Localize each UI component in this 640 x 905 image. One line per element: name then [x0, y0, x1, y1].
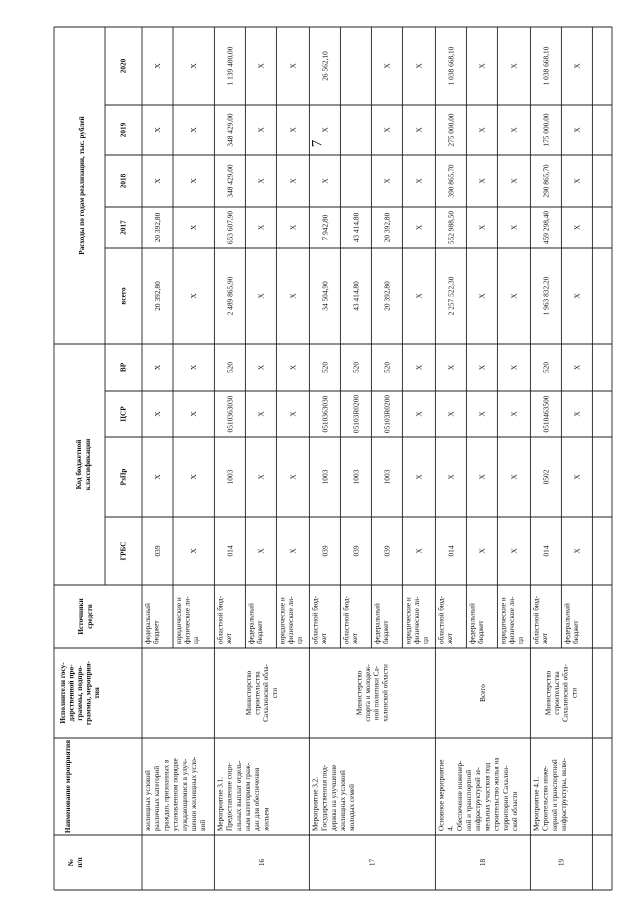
value-cell-total: X: [189, 293, 199, 299]
value-cell-y2019: X: [256, 127, 266, 133]
value-cell-y2020: X: [256, 63, 266, 69]
value-cell-y2017: 43 414,80: [351, 212, 361, 243]
value-cell-rzpr: 1003: [382, 469, 392, 485]
header-executor: Исполнители госу-: [59, 662, 67, 724]
value-cell-y2018: 348 429,00: [225, 164, 235, 198]
value-cell-vr: X: [288, 364, 298, 371]
value-cell-y2020: X: [153, 63, 162, 69]
value-cell-y2018: X: [189, 178, 199, 184]
value-cell-grbs: X: [572, 548, 582, 554]
value-cell-csr: X: [189, 411, 199, 417]
value-cell-total: X: [288, 293, 298, 299]
value-cell-total: X: [572, 293, 582, 299]
value-cell-y2018: 290 865,70: [541, 164, 551, 198]
value-cell-grbs: X: [256, 548, 266, 554]
value-cell-csr: 0510363030: [225, 395, 235, 433]
value-cell-y2017: X: [572, 224, 582, 231]
source-cell: областной бюд-: [342, 596, 351, 644]
value-cell-csr: 0510363030: [320, 395, 330, 433]
header-vr: ВР: [119, 362, 128, 373]
source-cell: юридические и: [499, 597, 508, 644]
header-csr: ЦСР: [119, 406, 128, 422]
value-cell-total: 20 392,80: [153, 281, 162, 311]
source-cell: бюджет: [382, 620, 390, 644]
value-cell-total: 1 963 832,20: [541, 276, 551, 316]
header-grbs: ГРБС: [119, 541, 128, 561]
value-cell-csr: X: [153, 411, 162, 417]
source-cell: жет: [351, 632, 359, 644]
header-expenses-group: Расходы по годам реализации, тыс. рублей: [78, 116, 86, 255]
source-cell: ца: [192, 636, 201, 644]
value-cell-rzpr: X: [509, 474, 519, 480]
source-cell: ца: [516, 636, 525, 644]
value-cell-y2018: X: [320, 178, 330, 184]
source-cell: физические ли-: [183, 596, 192, 644]
header-2019: 2019: [119, 122, 128, 138]
executor-name: сти: [570, 687, 579, 699]
header-num: п/п: [76, 857, 84, 868]
source-cell: федеральный: [373, 603, 382, 644]
executor-name: Всего: [478, 684, 487, 702]
activity-name: Мероприятие 3.2.: [311, 776, 320, 831]
value-cell-y2018: 390 865,70: [446, 164, 456, 198]
row-number: 19: [557, 858, 566, 867]
value-cell-total: 20 392,80: [382, 281, 392, 311]
activity-name: Строительство инже-: [541, 765, 550, 831]
value-cell-csr: X: [572, 411, 582, 417]
value-cell-y2018: X: [288, 178, 298, 184]
value-cell-y2017: 653 607,90: [225, 210, 235, 245]
activity-name: нуждающимися в улуч-: [180, 758, 189, 831]
value-cell-y2018: X: [477, 178, 487, 184]
value-cell-grbs: 014: [446, 545, 456, 557]
value-cell-grbs: X: [477, 548, 487, 554]
activity-name: жилищных условий: [144, 770, 152, 831]
header-rzpr: РзПр: [119, 468, 128, 486]
row-number: 18: [478, 858, 487, 867]
value-cell-vr: X: [189, 364, 199, 371]
header-name: Наименование мероприятия: [64, 739, 72, 834]
value-cell-y2018: X: [382, 178, 392, 184]
activity-name: держка на улучшение: [329, 764, 338, 831]
header-num: №: [67, 858, 75, 867]
activity-name: шении жилищных усло-: [190, 756, 198, 831]
value-cell-vr: X: [477, 364, 487, 371]
header-executor: дарственной про-: [67, 664, 76, 722]
source-cell: областной бюд-: [532, 596, 541, 644]
value-cell-vr: X: [153, 364, 162, 371]
header-sources: Источники: [77, 598, 85, 635]
activity-name: вий: [199, 819, 208, 831]
value-cell-csr: 0510463500: [541, 395, 551, 433]
executor-name: Министерство: [245, 670, 253, 716]
source-cell: жет: [541, 632, 549, 644]
header-code-group: Код бюджетной: [75, 439, 83, 490]
value-cell-vr: X: [509, 364, 519, 371]
activity-name: дан для обеспечения: [253, 767, 262, 831]
source-cell: ца: [421, 636, 430, 644]
executor-name: халинской области: [381, 664, 390, 722]
value-cell-rzpr: 1003: [225, 469, 235, 485]
header-executor: тия: [93, 687, 101, 699]
value-cell-y2019: X: [382, 127, 392, 133]
value-cell-y2020: 1 038 668,10: [446, 46, 456, 86]
activity-name: территории Сахалин-: [501, 765, 510, 831]
value-cell-vr: X: [414, 364, 424, 371]
activity-name: мельных участков под: [483, 762, 492, 831]
executor-name: Министерство: [544, 670, 553, 716]
source-cell: физические ли-: [287, 596, 295, 644]
value-cell-total: 43 414,80: [351, 281, 361, 311]
page-number: 7: [309, 139, 326, 148]
value-cell-y2019: 275 000,00: [446, 113, 456, 147]
source-cell: областной бюд-: [437, 596, 446, 644]
value-cell-rzpr: 1003: [351, 469, 361, 485]
value-cell-y2018: X: [572, 178, 582, 184]
source-cell: бюджет: [477, 620, 485, 644]
value-cell-y2017: X: [477, 224, 487, 231]
activity-name: различных категорий: [153, 765, 162, 831]
value-cell-y2017: X: [189, 224, 199, 231]
header-2020: 2020: [119, 58, 128, 74]
value-cell-y2017: X: [414, 224, 424, 231]
source-cell: федеральный: [563, 603, 572, 644]
value-cell-csr: X: [509, 411, 519, 417]
executor-name: Министерство: [355, 670, 364, 716]
value-cell-rzpr: X: [477, 474, 487, 480]
value-cell-rzpr: X: [446, 474, 456, 480]
value-cell-y2019: X: [288, 127, 298, 133]
executor-name: строительства: [253, 671, 262, 715]
activity-name: жильем: [262, 807, 271, 831]
value-cell-grbs: 039: [351, 545, 361, 557]
value-cell-grbs: 039: [153, 545, 162, 557]
activity-name: ной и транспортной: [465, 769, 473, 831]
value-cell-total: 34 504,90: [320, 281, 330, 311]
value-cell-grbs: 014: [541, 545, 551, 557]
value-cell-csr: X: [446, 411, 456, 417]
value-cell-csr: X: [477, 411, 487, 417]
value-cell-vr: 520: [225, 361, 235, 374]
value-cell-grbs: X: [509, 548, 519, 554]
activity-name: Обеспечение инженер-: [455, 760, 464, 831]
value-cell-vr: X: [572, 364, 582, 371]
value-cell-y2018: X: [153, 178, 162, 184]
value-cell-vr: X: [256, 364, 266, 371]
value-cell-total: X: [414, 293, 424, 299]
value-cell-y2020: X: [509, 63, 519, 69]
value-cell-y2019: X: [572, 127, 582, 133]
value-cell-y2018: X: [414, 178, 424, 184]
value-cell-y2020: X: [288, 63, 298, 69]
value-cell-y2017: 459 298,40: [541, 210, 551, 245]
value-cell-y2019: 348 429,00: [225, 113, 235, 147]
value-cell-vr: 520: [541, 361, 551, 374]
value-cell-csr: X: [288, 411, 298, 417]
source-cell: областной бюд-: [216, 596, 225, 644]
value-cell-csr: 05103R0200: [351, 394, 361, 434]
executor-name: сти: [270, 687, 279, 699]
value-cell-y2017: 552 988,50: [446, 210, 456, 245]
source-cell: бюджет: [572, 620, 580, 644]
activity-name: Мероприятие 3.1.: [216, 776, 225, 831]
source-cell: юридические и: [278, 597, 287, 644]
value-cell-y2020: X: [572, 63, 582, 69]
value-cell-y2019: X: [153, 127, 162, 133]
value-cell-y2017: X: [509, 224, 519, 231]
value-cell-y2019: X: [509, 127, 519, 133]
value-cell-y2017: X: [256, 224, 266, 231]
executor-name: ной политики Са-: [372, 665, 381, 721]
activity-name: строительство жилья на: [492, 757, 501, 831]
value-cell-y2017: 20 392,80: [153, 212, 162, 243]
activity-name: нерной и транспортной: [550, 759, 559, 831]
value-cell-y2017: 7 942,80: [320, 214, 330, 241]
value-cell-y2019: X: [320, 127, 330, 133]
source-cell: федеральный: [144, 603, 152, 644]
value-cell-y2020: X: [414, 63, 424, 69]
value-cell-y2019: 175 000,00: [541, 113, 551, 147]
value-cell-rzpr: X: [153, 474, 162, 480]
value-cell-y2020: X: [382, 63, 392, 69]
source-cell: юридические и: [404, 597, 413, 644]
value-cell-vr: X: [446, 364, 456, 371]
value-cell-y2020: 26 562,10: [320, 51, 330, 81]
value-cell-vr: 520: [382, 361, 392, 374]
source-cell: бюджет: [152, 620, 161, 644]
source-cell: областной бюд-: [311, 596, 320, 644]
source-cell: федеральный: [468, 603, 477, 644]
value-cell-y2018: X: [509, 178, 519, 184]
value-cell-y2019: X: [477, 127, 487, 133]
executor-name: строительства: [553, 671, 562, 715]
value-cell-total: X: [477, 293, 487, 299]
value-cell-rzpr: 1003: [320, 469, 330, 485]
value-cell-total: X: [509, 293, 519, 299]
value-cell-rzpr: X: [288, 474, 298, 480]
activity-name: граждан, признанных в: [162, 759, 171, 831]
value-cell-y2020: 1 139 400,00: [225, 46, 235, 86]
value-cell-y2017: 20 392,80: [382, 212, 392, 243]
row-number: 16: [257, 858, 266, 867]
activity-name: инфраструктуры, вклю-: [560, 758, 568, 831]
header-executor: граммы, мероприя-: [84, 660, 93, 726]
value-cell-rzpr: X: [414, 474, 424, 480]
value-cell-total: 2 257 522,30: [446, 276, 456, 316]
activity-name: молодых семей: [348, 784, 357, 831]
header-sources: средств: [86, 604, 94, 629]
value-cell-y2019: X: [189, 127, 199, 133]
activity-name: альных выплат отдель-: [234, 760, 243, 831]
value-cell-grbs: 014: [225, 545, 235, 557]
source-cell: бюджет: [256, 620, 264, 644]
executor-name: Сахалинской обла-: [561, 664, 570, 722]
value-cell-y2018: X: [256, 178, 266, 184]
source-cell: физические ли-: [413, 596, 421, 644]
value-cell-rzpr: 0502: [541, 469, 551, 485]
source-cell: ца: [295, 636, 304, 644]
value-cell-rzpr: X: [189, 474, 199, 480]
source-cell: жет: [225, 632, 233, 644]
value-cell-csr: X: [256, 411, 266, 417]
value-cell-y2017: X: [288, 224, 298, 231]
value-cell-grbs: 039: [382, 545, 392, 557]
value-cell-y2020: X: [189, 63, 199, 69]
value-cell-y2020: X: [477, 63, 487, 69]
executor-name: Сахалинской обла-: [262, 664, 271, 722]
activity-name: ным категориям граж-: [244, 762, 252, 831]
header-2018: 2018: [119, 173, 128, 189]
value-cell-grbs: 039: [320, 545, 330, 557]
value-cell-rzpr: X: [572, 474, 582, 480]
activity-name: Основное мероприятие: [437, 759, 446, 831]
value-cell-grbs: X: [414, 548, 424, 554]
value-cell-y2020: 1 038 668,10: [541, 46, 551, 86]
activity-name: Государственная под-: [320, 764, 329, 831]
activity-name: Предоставление соци-: [225, 762, 234, 831]
activity-name: инфраструктурой зе-: [474, 767, 483, 831]
value-cell-total: 2 489 865,90: [225, 276, 235, 316]
source-cell: федеральный: [247, 603, 256, 644]
source-cell: жет: [320, 632, 328, 644]
value-cell-rzpr: X: [256, 474, 266, 480]
row-number: 17: [368, 858, 377, 867]
value-cell-vr: 520: [351, 361, 361, 374]
header-2017: 2017: [119, 220, 128, 235]
executor-name: спорта и молодеж-: [364, 664, 373, 722]
activity-name: установленном порядке: [171, 758, 180, 831]
header-total: всего: [119, 287, 128, 305]
source-cell: жет: [446, 632, 454, 644]
value-cell-grbs: X: [288, 548, 298, 554]
activity-name: ской области: [511, 791, 519, 831]
header-executor: граммы, подпро-: [76, 665, 84, 721]
source-cell: физические ли-: [508, 596, 516, 644]
value-cell-y2019: X: [414, 127, 424, 133]
header-code-group: классификации: [84, 438, 92, 491]
value-cell-vr: 520: [320, 361, 330, 374]
value-cell-grbs: X: [189, 548, 199, 554]
value-cell-csr: X: [414, 411, 424, 417]
source-cell: юридические и: [175, 597, 183, 644]
value-cell-csr: 05103R0200: [382, 394, 392, 434]
value-cell-total: X: [256, 293, 266, 299]
activity-name: жилищных условий: [339, 770, 347, 831]
activity-name: 4.: [446, 825, 455, 831]
activity-name: Мероприятие 4.1.: [532, 776, 541, 831]
